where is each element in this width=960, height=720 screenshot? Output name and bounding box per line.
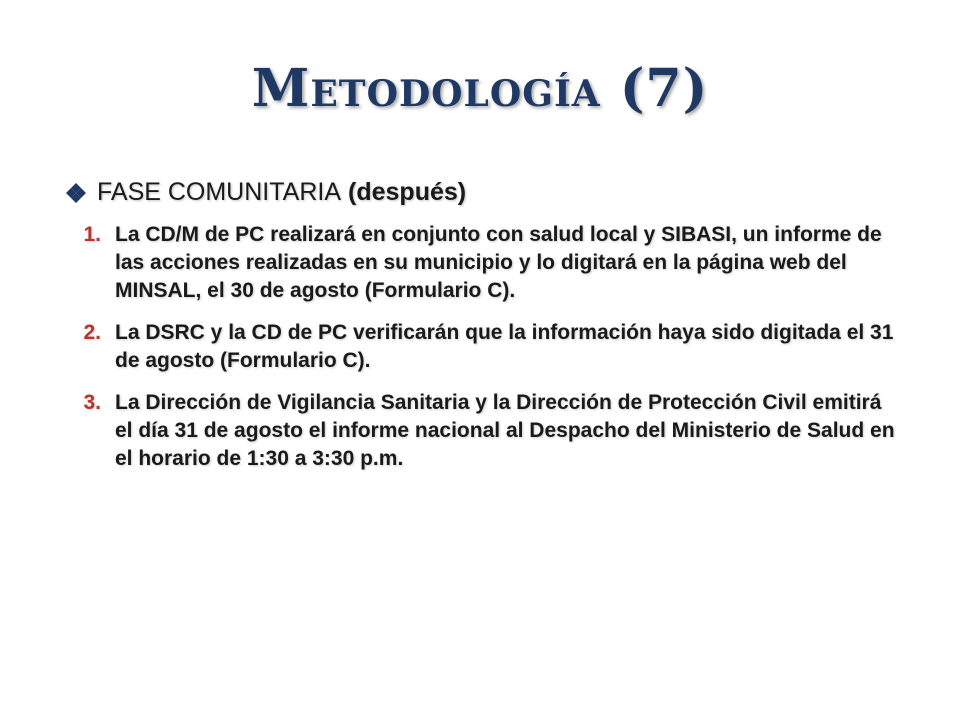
- step-number: 1.: [83, 223, 101, 246]
- step-number: 2.: [83, 321, 101, 344]
- step-text: La CD/M de PC realizará en conjunto con salud local y SIBASI, un informe de las acciones realizadas en su municipio y lo digitará en la página web del MINSAL, el 30 de agosto (Formulario C).: [115, 223, 882, 302]
- section-heading: [65, 178, 895, 207]
- diamond-bullet-icon: [65, 182, 87, 204]
- step-number: 3.: [83, 391, 101, 414]
- section-heading-label: FASE COMUNITARIA: [97, 178, 342, 206]
- step-item: [65, 389, 895, 473]
- slide-title: Metodología (7): [251, 58, 709, 119]
- step-list: [65, 221, 895, 473]
- step-item: [65, 319, 895, 375]
- step-text: La DSRC y la CD de PC verificarán que la información haya sido digitada el 31 de agosto (Formulario C).: [115, 321, 894, 372]
- slide-content: [65, 178, 895, 487]
- step-text: La Dirección de Vigilancia Sanitaria y la Dirección de Protección Civil emitirá el día 31 de agosto el informe nacional al Despacho del Ministerio de Salud en el horario de 1:30 a 3:30 p.m.: [115, 391, 895, 470]
- section-heading-qualifier: (después): [348, 178, 467, 206]
- step-item: [65, 221, 895, 305]
